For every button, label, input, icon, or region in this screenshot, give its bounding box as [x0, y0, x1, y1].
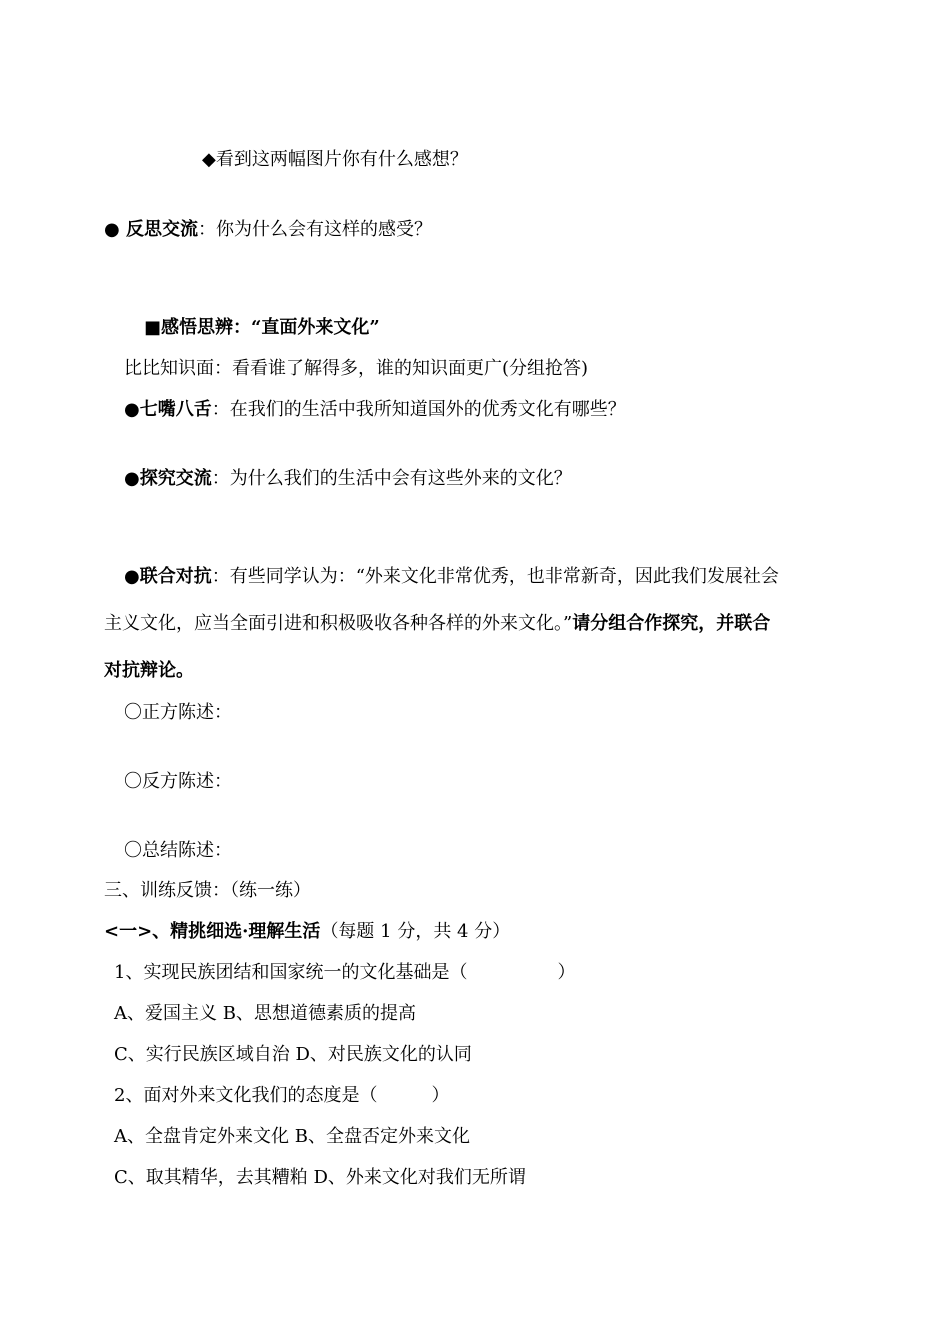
part1-title: <一>、精挑细选·理解生活 — [104, 921, 321, 942]
explore-text: ：为什么我们的生活中会有这些外来的文化？ — [211, 468, 572, 489]
explore-line — [124, 467, 572, 491]
explore-label: ●探究交流 — [124, 468, 212, 489]
debate-instruction: 请分组合作探究，并联合 — [572, 613, 771, 634]
debate-line-3: 对抗辩论。 — [104, 660, 194, 681]
discuss-label: ●七嘴八舌 — [124, 399, 212, 420]
con-statement: 〇反方陈述： — [124, 771, 232, 792]
discuss-line — [124, 398, 626, 422]
knowledge-line: 比比知识面：看看谁了解得多，谁的知识面更广(分组抢答) — [124, 358, 589, 379]
discuss-text: ：在我们的生活中我所知道国外的优秀文化有哪些？ — [211, 399, 626, 420]
debate-text-2: 主义文化，应当全面引进和积极吸收各种各样的外来文化。” — [104, 613, 573, 634]
question-1-options-cd: C、实行民族区域自治 D、对民族文化的认同 — [114, 1044, 472, 1065]
part1-score: （每题 1 分，共 4 分） — [320, 921, 511, 942]
training-heading: 三、训练反馈：（练一练） — [104, 880, 311, 901]
debate-line-2 — [104, 612, 770, 636]
reflect-line — [104, 218, 432, 242]
reflect-colon: ： — [197, 219, 216, 240]
debate-text-1: ：有些同学认为：“外来文化非常优秀，也非常新奇，因此我们发展社会 — [211, 566, 779, 587]
question-2-options-ab: A、全盘肯定外来文化 B、全盘否定外来文化 — [114, 1126, 470, 1147]
question-2: 2、面对外来文化我们的态度是（ ） — [114, 1085, 450, 1106]
pro-statement: 〇正方陈述： — [124, 702, 232, 723]
debate-label: ●联合对抗 — [124, 566, 212, 587]
question-1-options-ab: A、爱国主义 B、思想道德素质的提高 — [114, 1003, 416, 1024]
summary-statement: 〇总结陈述： — [124, 840, 232, 861]
question-1: 1、实现民族团结和国家统一的文化基础是（ ） — [114, 962, 576, 983]
question-2-options-cd: C、取其精华，去其糟粕 D、外来文化对我们无所谓 — [114, 1167, 526, 1188]
reflect-text: 你为什么会有这样的感受？ — [215, 219, 432, 240]
reflect-label: ● 反思交流 — [104, 219, 198, 240]
section-heading: ■感悟思辨：“直面外来文化” — [144, 317, 380, 338]
picture-question: ◆看到这两幅图片你有什么感想？ — [202, 149, 468, 170]
debate-line-1 — [124, 565, 779, 589]
part1-heading — [104, 920, 510, 944]
